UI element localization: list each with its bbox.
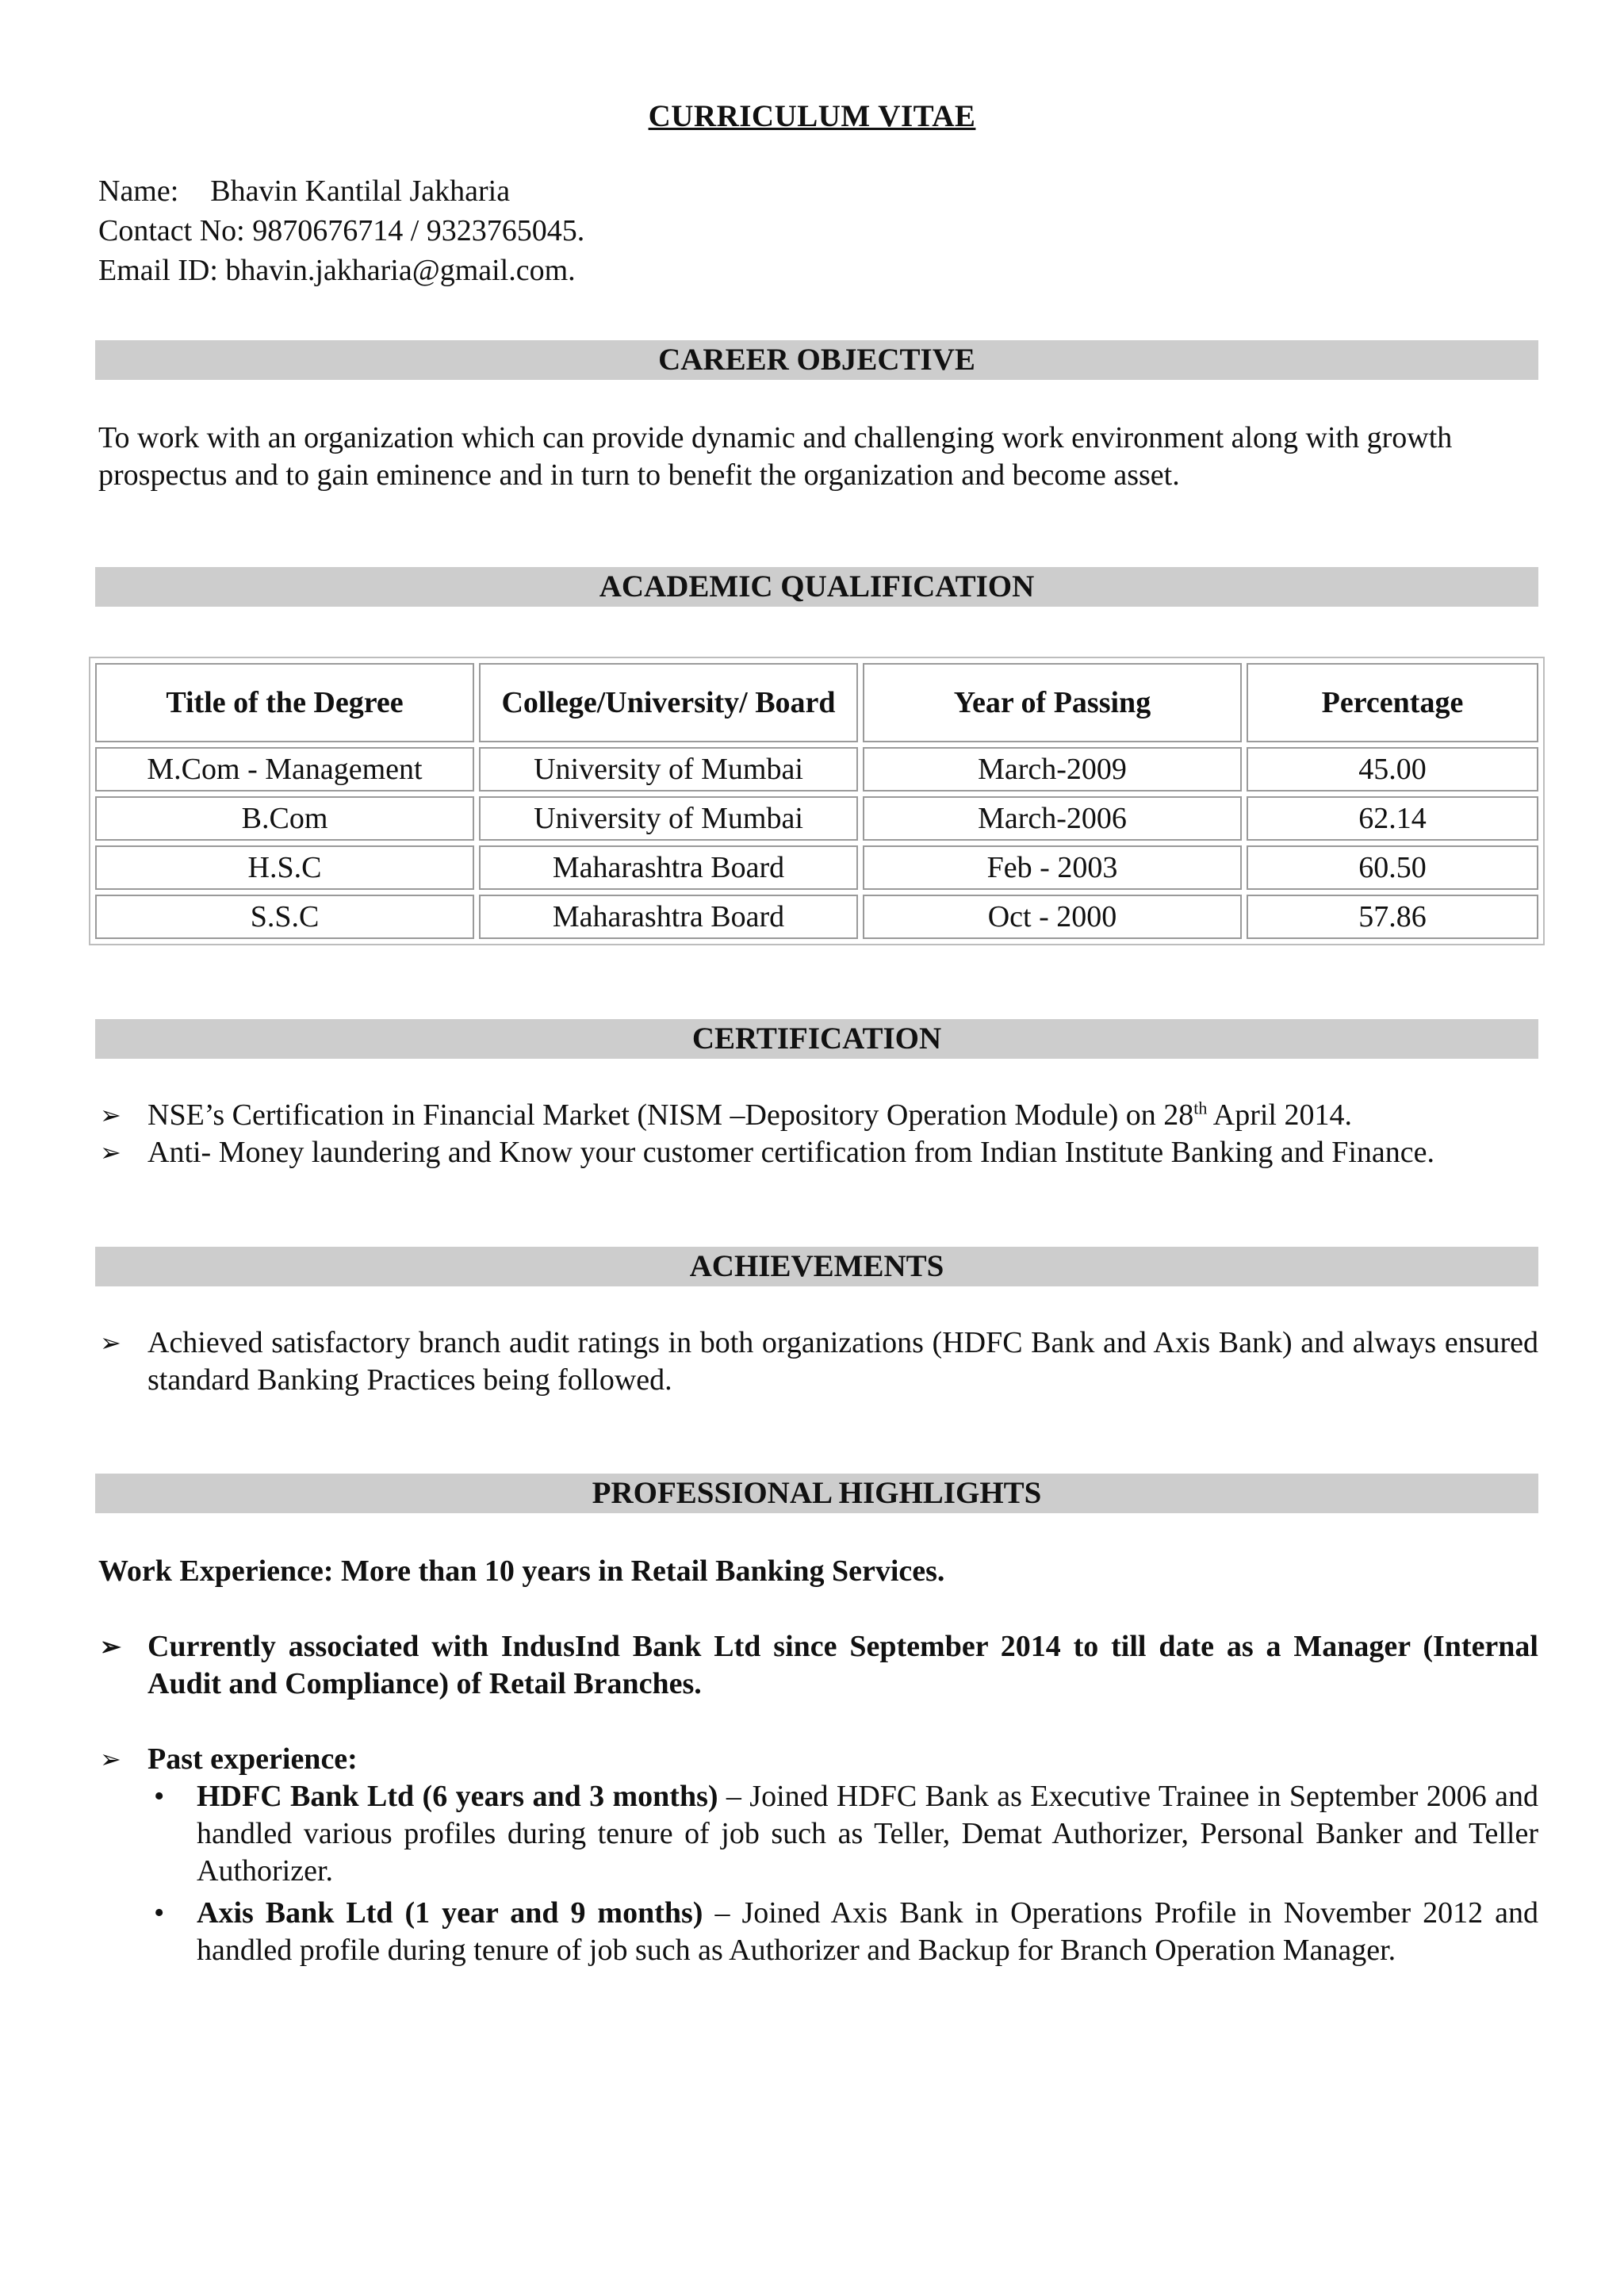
email-row: Email ID: bhavin.jakharia@gmail.com. <box>98 254 576 287</box>
arrow-bullet-icon: ➢ <box>100 1632 121 1661</box>
career-objective-text: To work with an organization which can provide dynamic and challenging work environment along with growth prospectus and to gain eminence and in turn to benefit the organization and become asset. <box>98 421 1453 492</box>
list-item <box>98 1134 1538 1171</box>
col-header-year: Year of Passing <box>863 663 1242 742</box>
name-label: Name: <box>98 174 179 208</box>
academic-heading: ACADEMIC QUALIFICATION <box>95 567 1538 607</box>
cell-year: Feb - 2003 <box>863 845 1242 890</box>
name-row <box>98 171 584 211</box>
contact-block <box>98 171 584 290</box>
cell-degree: H.S.C <box>95 845 474 890</box>
certification-list <box>98 1097 1538 1171</box>
list-item <box>147 1778 1538 1890</box>
cert-text: Anti- Money laundering and Know your customer certification from Indian Institute Banking and Finance. <box>147 1136 1435 1169</box>
list-item <box>147 1895 1538 1969</box>
work-experience-line: Work Experience: More than 10 years in Retail Banking Services. <box>98 1554 945 1588</box>
current-role-text: Currently associated with IndusInd Bank Ltd since September 2014 to till date as a Manager (Internal Audit and Compliance) of Retail Branches. <box>147 1630 1538 1700</box>
table-row <box>95 747 1538 792</box>
career-objective-heading: CAREER OBJECTIVE <box>95 340 1538 380</box>
job-description: – Joined HDFC Bank as Executive Trainee in September 2006 and handled various profiles during tenure of job such as Teller, Demat Authorizer, Personal Banker and Teller Authorizer. <box>197 1780 1538 1888</box>
job-company: HDFC Bank Ltd (6 years and 3 months) <box>197 1780 718 1813</box>
cell-percentage: 45.00 <box>1247 747 1538 792</box>
current-role-list <box>98 1628 1538 1703</box>
col-header-college: College/University/ Board <box>479 663 858 742</box>
table-row <box>95 895 1538 939</box>
name-value: Bhavin Kantilal Jakharia <box>210 174 511 208</box>
dot-bullet-icon: • <box>154 1896 165 1930</box>
arrow-bullet-icon: ➢ <box>100 1328 121 1357</box>
arrow-bullet-icon: ➢ <box>100 1745 121 1773</box>
list-item <box>98 1097 1538 1134</box>
col-header-degree: Title of the Degree <box>95 663 474 742</box>
job-company: Axis Bank Ltd (1 year and 9 months) <box>197 1896 703 1930</box>
arrow-bullet-icon: ➢ <box>100 1101 121 1129</box>
cell-degree: M.Com - Management <box>95 747 474 792</box>
achievements-heading: ACHIEVEMENTS <box>95 1247 1538 1286</box>
dot-bullet-icon: • <box>154 1780 165 1813</box>
achievements-list <box>98 1324 1538 1399</box>
job-description: – Joined Axis Bank in Operations Profile in November 2012 and handled profile during tenure of job such as Authorizer and Backup for Branch Operation Manager. <box>197 1896 1539 1967</box>
list-item <box>98 1741 1538 1969</box>
cert-text-end: April 2014. <box>1207 1098 1352 1132</box>
cell-year: March-2009 <box>863 747 1242 792</box>
professional-heading: PROFESSIONAL HIGHLIGHTS <box>95 1474 1538 1513</box>
academic-table <box>89 657 1545 945</box>
col-header-percentage: Percentage <box>1247 663 1538 742</box>
cell-year: March-2006 <box>863 796 1242 841</box>
cell-college: Maharashtra Board <box>479 895 858 939</box>
cell-degree: B.Com <box>95 796 474 841</box>
arrow-bullet-icon: ➢ <box>100 1138 121 1167</box>
cert-text: NSE’s Certification in Financial Market (NISM –Depository Operation Module) on 28 <box>147 1098 1194 1132</box>
cell-college: Maharashtra Board <box>479 845 858 890</box>
cell-percentage: 62.14 <box>1247 796 1538 841</box>
cell-percentage: 57.86 <box>1247 895 1538 939</box>
list-item <box>98 1628 1538 1703</box>
list-item <box>98 1324 1538 1399</box>
table-row <box>95 845 1538 890</box>
table-header-row <box>95 663 1538 742</box>
cell-degree: S.S.C <box>95 895 474 939</box>
table-row <box>95 796 1538 841</box>
cell-college: University of Mumbai <box>479 747 858 792</box>
past-jobs <box>147 1778 1538 1969</box>
document-title: CURRICULUM VITAE <box>648 99 976 133</box>
cert-superscript: th <box>1193 1098 1208 1118</box>
phone-row: Contact No: 9870676714 / 9323765045. <box>98 214 585 247</box>
certification-heading: CERTIFICATION <box>95 1019 1538 1059</box>
past-experience-label: Past experience: <box>147 1742 358 1776</box>
past-experience-list <box>98 1741 1538 1969</box>
achievement-text: Achieved satisfactory branch audit ratings in both organizations (HDFC Bank and Axis Bank) and always ensured standard Banking Practices being followed. <box>147 1326 1538 1397</box>
cell-percentage: 60.50 <box>1247 845 1538 890</box>
cell-college: University of Mumbai <box>479 796 858 841</box>
cell-year: Oct - 2000 <box>863 895 1242 939</box>
